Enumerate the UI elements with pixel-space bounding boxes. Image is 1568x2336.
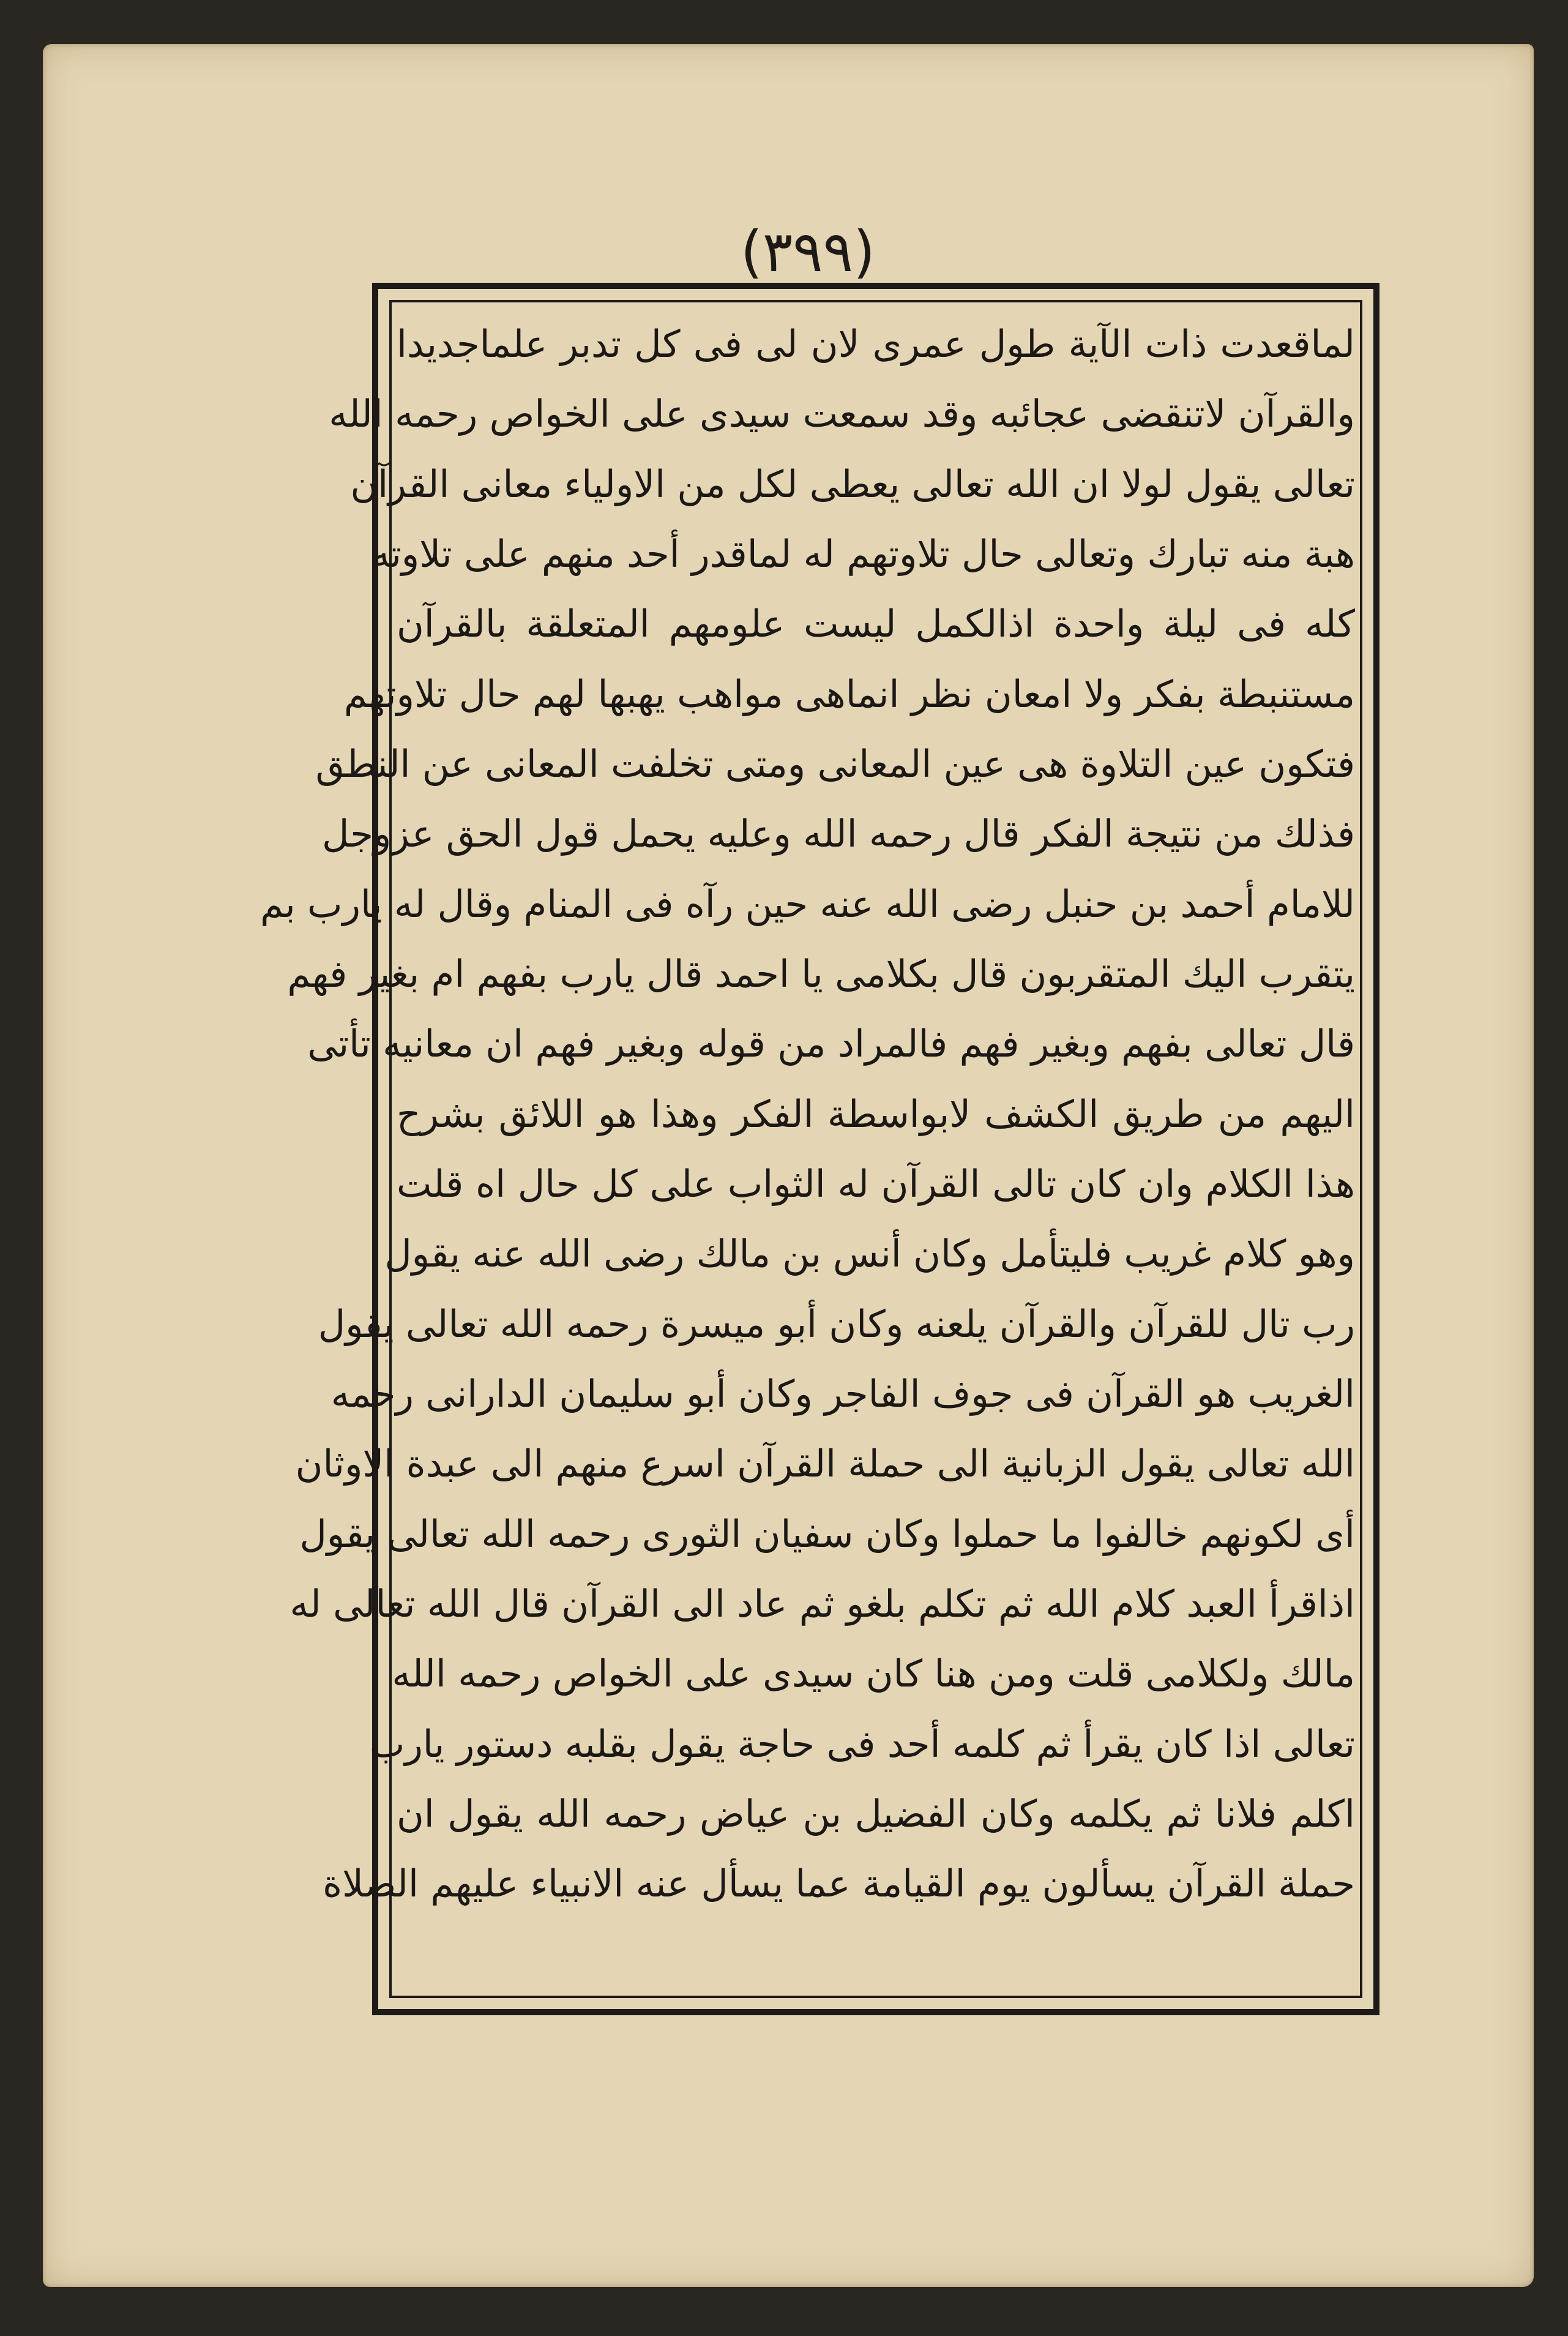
text-line-4: هبة منه تبارك وتعالى حال تلاوتهم له لماقدر أحد منهم على تلاوته	[371, 532, 1355, 576]
text-line-2: والقرآن لاتنقضى عجائبه وقد سمعت سيدى على الخواص رحمه الله	[329, 392, 1355, 436]
text-line-22: اكلم فلانا ثم يكلمه وكان الفضيل بن عياض رحمه الله يقول ان	[397, 1792, 1355, 1836]
text-line-3: تعالى يقول لولا ان الله تعالى يعطى لكل من الاولياء معانى القرآن	[350, 462, 1355, 506]
text-line-7: فتكون عين التلاوة هى عين المعانى ومتى تخلفت المعانى عن النطق	[315, 742, 1355, 786]
text-line-9: للامام أحمد بن حنبل رضى الله عنه حين رآه فى المنام وقال له يارب بم	[260, 882, 1355, 926]
body-text	[260, 310, 1355, 1990]
text-line-21: تعالى اذا كان يقرأ ثم كلمه أحد فى حاجة يقول بقلبه دستور يارب	[369, 1722, 1355, 1766]
text-line-16: الغريب هو القرآن فى جوف الفاجر وكان أبو سليمان الدارانى رحمه	[330, 1372, 1355, 1416]
text-line-1: لماقعدت ذات الآية طول عمرى لان لى فى كل تدبر علماجديدا	[397, 323, 1355, 366]
text-line-13: هذا الكلام وان كان تالى القرآن له الثواب على كل حال اه قلت	[397, 1162, 1355, 1206]
text-line-17: الله تعالى يقول الزبانية الى حملة القرآن اسرع منهم الى عبدة الاوثان	[295, 1442, 1355, 1486]
page-number: (٣٩٩)	[740, 219, 876, 285]
text-line-6: مستنبطة بفكر ولا امعان نظر انماهى مواهب يهبها لهم حال تلاوتهم	[343, 672, 1355, 716]
text-line-15: رب تال للقرآن والقرآن يلعنه وكان أبو ميسرة رحمه الله تعالى يقول	[318, 1302, 1355, 1346]
text-line-8: فذلك من نتيجة الفكر قال رحمه الله وعليه يحمل قول الحق عزوجل	[322, 812, 1355, 856]
text-line-20: مالك ولكلامى قلت ومن هنا كان سيدى على الخواص رحمه الله	[392, 1652, 1355, 1696]
text-line-19: اذاقرأ العبد كلام الله ثم تكلم بلغو ثم عاد الى القرآن قال الله تعالى له	[289, 1582, 1355, 1626]
text-line-23: حملة القرآن يسألون يوم القيامة عما يسأل عنه الانبياء عليهم الصلاة	[323, 1862, 1355, 1906]
text-line-5: كله فى ليلة واحدة اذالكمل ليست علومهم المتعلقة بالقرآن	[397, 602, 1355, 646]
text-line-18: أى لكونهم خالفوا ما حملوا وكان سفيان الثورى رحمه الله تعالى يقول	[299, 1512, 1355, 1556]
text-line-11: قال تعالى بفهم وبغير فهم فالمراد من قوله وبغير فهم ان معانيه تأتى	[307, 1022, 1355, 1066]
text-line-10: يتقرب اليك المتقربون قال بكلامى يا احمد قال يارب بفهم ام بغير فهم	[287, 952, 1355, 996]
text-line-14: وهو كلام غريب فليتأمل وكان أنس بن مالك رضى الله عنه يقول	[384, 1232, 1355, 1276]
text-line-12: اليهم من طريق الكشف لابواسطة الفكر وهذا هو اللائق بشرح	[397, 1092, 1355, 1136]
